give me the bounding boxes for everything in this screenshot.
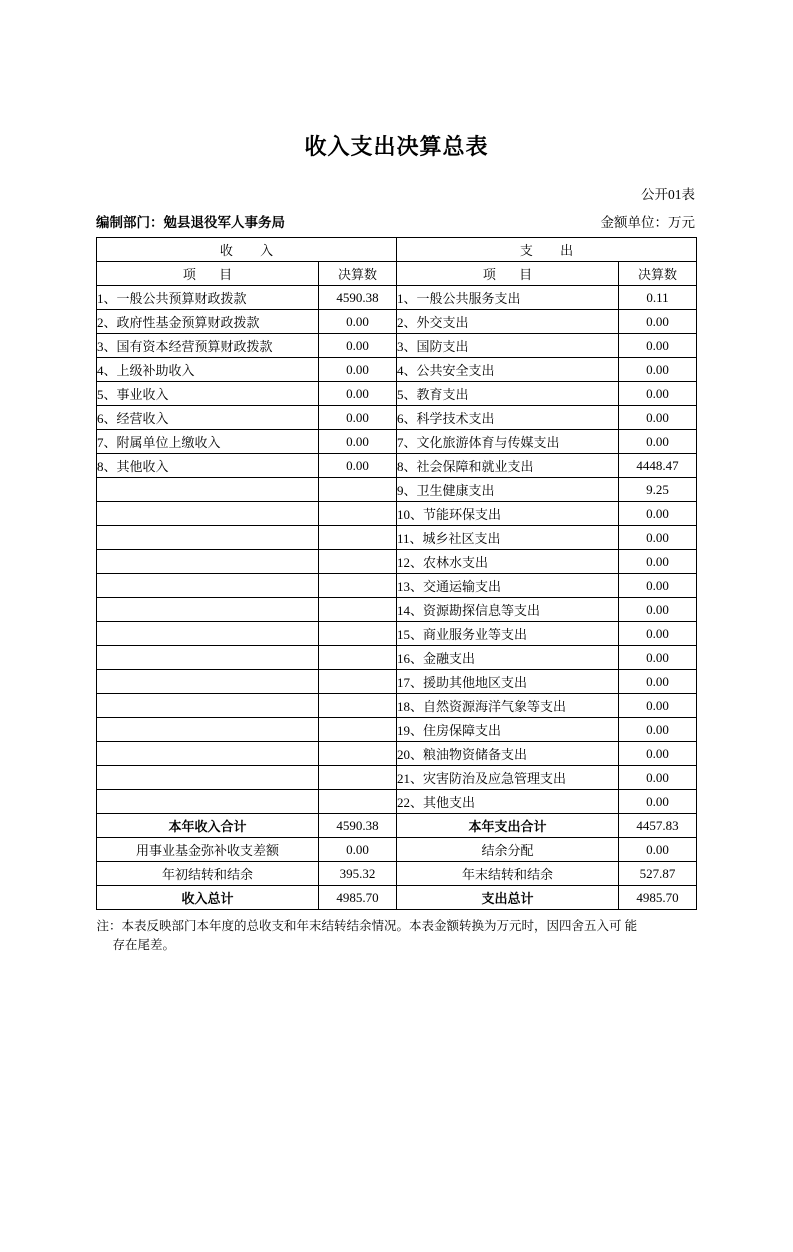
income-amount-cell-empty — [318, 502, 396, 526]
summary-expense-amount: 0.00 — [619, 838, 697, 862]
income-item-cell-empty — [96, 718, 318, 742]
income-item-header: 项 目 — [96, 262, 318, 286]
meta-row — [0, 211, 793, 231]
expense-amount-cell: 0.00 — [619, 334, 697, 358]
table-row — [96, 478, 696, 502]
summary-expense-amount: 4985.70 — [619, 886, 697, 910]
expense-item-cell: 18、自然资源海洋气象等支出 — [397, 694, 619, 718]
expense-amount-cell: 9.25 — [619, 478, 697, 502]
expense-item-cell: 9、卫生健康支出 — [397, 478, 619, 502]
table-row — [96, 334, 696, 358]
summary-row — [96, 838, 696, 862]
income-amount-header: 决算数 — [318, 262, 396, 286]
expense-amount-cell: 0.00 — [619, 430, 697, 454]
expense-item-cell: 6、科学技术支出 — [397, 406, 619, 430]
expense-amount-cell: 0.00 — [619, 406, 697, 430]
note-line-2: 存在尾差。 — [112, 937, 176, 952]
summary-income-label: 收入总计 — [96, 886, 318, 910]
income-amount-cell-empty — [318, 550, 396, 574]
summary-income-amount: 0.00 — [318, 838, 396, 862]
summary-row — [96, 886, 696, 910]
expense-item-cell: 8、社会保障和就业支出 — [397, 454, 619, 478]
income-item-cell: 5、事业收入 — [96, 382, 318, 406]
expense-item-cell: 13、交通运输支出 — [397, 574, 619, 598]
income-item-cell-empty — [96, 622, 318, 646]
expense-item-cell: 16、金融支出 — [397, 646, 619, 670]
table-row — [96, 622, 696, 646]
income-amount-cell-empty — [318, 598, 396, 622]
expense-item-cell: 19、住房保障支出 — [397, 718, 619, 742]
page-title: 收入支出决算总表 — [304, 134, 489, 159]
summary-income-label: 本年收入合计 — [96, 814, 318, 838]
income-amount-cell-empty — [318, 526, 396, 550]
expense-amount-cell: 0.00 — [619, 766, 697, 790]
income-item-cell-empty — [96, 550, 318, 574]
expense-amount-cell: 0.00 — [619, 382, 697, 406]
table-row — [96, 406, 696, 430]
summary-income-amount: 4590.38 — [318, 814, 396, 838]
expense-item-cell: 11、城乡社区支出 — [397, 526, 619, 550]
table-row — [96, 502, 696, 526]
income-amount-cell: 0.00 — [318, 454, 396, 478]
expense-amount-cell: 0.11 — [619, 286, 697, 310]
income-amount-cell: 0.00 — [318, 310, 396, 334]
summary-income-label: 年初结转和结余 — [96, 862, 318, 886]
expense-amount-cell: 0.00 — [619, 790, 697, 814]
income-amount-cell-empty — [318, 742, 396, 766]
expense-amount-cell: 0.00 — [619, 670, 697, 694]
expense-item-cell: 3、国防支出 — [397, 334, 619, 358]
income-amount-cell: 0.00 — [318, 358, 396, 382]
expense-item-cell: 22、其他支出 — [397, 790, 619, 814]
summary-expense-amount: 527.87 — [619, 862, 697, 886]
expense-item-cell: 7、文化旅游体育与传媒支出 — [397, 430, 619, 454]
income-amount-cell-empty — [318, 766, 396, 790]
expense-item-cell: 14、资源勘探信息等支出 — [397, 598, 619, 622]
table-row — [96, 790, 696, 814]
expense-item-cell: 10、节能环保支出 — [397, 502, 619, 526]
income-amount-cell: 0.00 — [318, 430, 396, 454]
table-row — [96, 310, 696, 334]
summary-expense-amount: 4457.83 — [619, 814, 697, 838]
income-item-cell-empty — [96, 694, 318, 718]
table-row — [96, 742, 696, 766]
table-row — [96, 454, 696, 478]
summary-income-label: 用事业基金弥补收支差额 — [96, 838, 318, 862]
expense-item-cell: 12、农林水支出 — [397, 550, 619, 574]
income-item-cell-empty — [96, 766, 318, 790]
income-item-cell-empty — [96, 502, 318, 526]
income-item-cell-empty — [96, 742, 318, 766]
income-amount-cell-empty — [318, 718, 396, 742]
expense-item-cell: 15、商业服务业等支出 — [397, 622, 619, 646]
income-item-cell-empty — [96, 526, 318, 550]
income-item-cell: 7、附属单位上缴收入 — [96, 430, 318, 454]
table-row — [96, 358, 696, 382]
income-amount-cell-empty — [318, 622, 396, 646]
income-item-cell-empty — [96, 574, 318, 598]
income-item-cell-empty — [96, 790, 318, 814]
income-item-cell: 4、上级补助收入 — [96, 358, 318, 382]
expense-item-cell: 20、粮油物资储备支出 — [397, 742, 619, 766]
income-amount-cell-empty — [318, 790, 396, 814]
summary-income-amount: 4985.70 — [318, 886, 396, 910]
document-page — [0, 130, 793, 1252]
income-amount-cell-empty — [318, 694, 396, 718]
income-item-cell-empty — [96, 598, 318, 622]
income-amount-cell: 0.00 — [318, 406, 396, 430]
expense-amount-cell: 0.00 — [619, 694, 697, 718]
expense-amount-cell: 0.00 — [619, 574, 697, 598]
income-amount-cell: 0.00 — [318, 334, 396, 358]
department-label: 编制部门：勉县退役军人事务局 — [96, 215, 285, 230]
income-amount-cell: 0.00 — [318, 382, 396, 406]
income-amount-cell-empty — [318, 478, 396, 502]
summary-expense-label: 支出总计 — [397, 886, 619, 910]
table-row — [96, 286, 696, 310]
expense-amount-cell: 0.00 — [619, 742, 697, 766]
expense-amount-cell: 0.00 — [619, 622, 697, 646]
summary-expense-label: 结余分配 — [397, 838, 619, 862]
note-line-1: 注：本表反映部门本年度的总收支和年末结转结余情况。本表金额转换为万元时，因四舍五入可 能 — [96, 919, 638, 933]
income-item-cell: 2、政府性基金预算财政拨款 — [96, 310, 318, 334]
table-note — [97, 917, 697, 955]
summary-expense-label: 年末结转和结余 — [397, 862, 619, 886]
income-item-cell-empty — [96, 670, 318, 694]
summary-expense-label: 本年支出合计 — [397, 814, 619, 838]
table-row — [96, 718, 696, 742]
expense-item-cell: 5、教育支出 — [397, 382, 619, 406]
table-row — [96, 598, 696, 622]
income-item-cell: 6、经营收入 — [96, 406, 318, 430]
summary-row — [96, 814, 696, 838]
income-amount-cell: 4590.38 — [318, 286, 396, 310]
income-item-cell: 8、其他收入 — [96, 454, 318, 478]
table-row — [96, 526, 696, 550]
income-amount-cell-empty — [318, 574, 396, 598]
table-row — [96, 382, 696, 406]
expense-amount-cell: 0.00 — [619, 718, 697, 742]
income-amount-cell-empty — [318, 646, 396, 670]
income-item-cell-empty — [96, 646, 318, 670]
income-amount-cell-empty — [318, 670, 396, 694]
table-row — [96, 670, 696, 694]
expense-amount-cell: 0.00 — [619, 550, 697, 574]
expense-amount-cell: 4448.47 — [619, 454, 697, 478]
expense-amount-cell: 0.00 — [619, 358, 697, 382]
income-group-header: 收 入 — [96, 238, 396, 262]
expense-amount-cell: 0.00 — [619, 646, 697, 670]
column-header-row — [96, 262, 696, 286]
sheet-number: 公开01表 — [641, 187, 695, 202]
table-row — [96, 694, 696, 718]
expense-amount-cell: 0.00 — [619, 598, 697, 622]
table-row — [96, 766, 696, 790]
summary-row — [96, 862, 696, 886]
income-item-cell: 3、国有资本经营预算财政拨款 — [96, 334, 318, 358]
budget-table — [96, 237, 697, 910]
expense-amount-header: 决算数 — [619, 262, 697, 286]
group-header-row — [96, 238, 696, 262]
income-item-cell-empty — [96, 478, 318, 502]
expense-item-header: 项 目 — [397, 262, 619, 286]
amount-unit-label: 金额单位：万元 — [600, 215, 695, 230]
expense-item-cell: 1、一般公共服务支出 — [397, 286, 619, 310]
table-row — [96, 430, 696, 454]
table-row — [96, 646, 696, 670]
expense-group-header: 支 出 — [397, 238, 697, 262]
expense-item-cell: 21、灾害防治及应急管理支出 — [397, 766, 619, 790]
expense-item-cell: 2、外交支出 — [397, 310, 619, 334]
table-row — [96, 550, 696, 574]
income-item-cell: 1、一般公共预算财政拨款 — [96, 286, 318, 310]
table-row — [96, 574, 696, 598]
expense-item-cell: 17、援助其他地区支出 — [397, 670, 619, 694]
expense-amount-cell: 0.00 — [619, 526, 697, 550]
expense-amount-cell: 0.00 — [619, 310, 697, 334]
expense-item-cell: 4、公共安全支出 — [397, 358, 619, 382]
expense-amount-cell: 0.00 — [619, 502, 697, 526]
summary-income-amount: 395.32 — [318, 862, 396, 886]
